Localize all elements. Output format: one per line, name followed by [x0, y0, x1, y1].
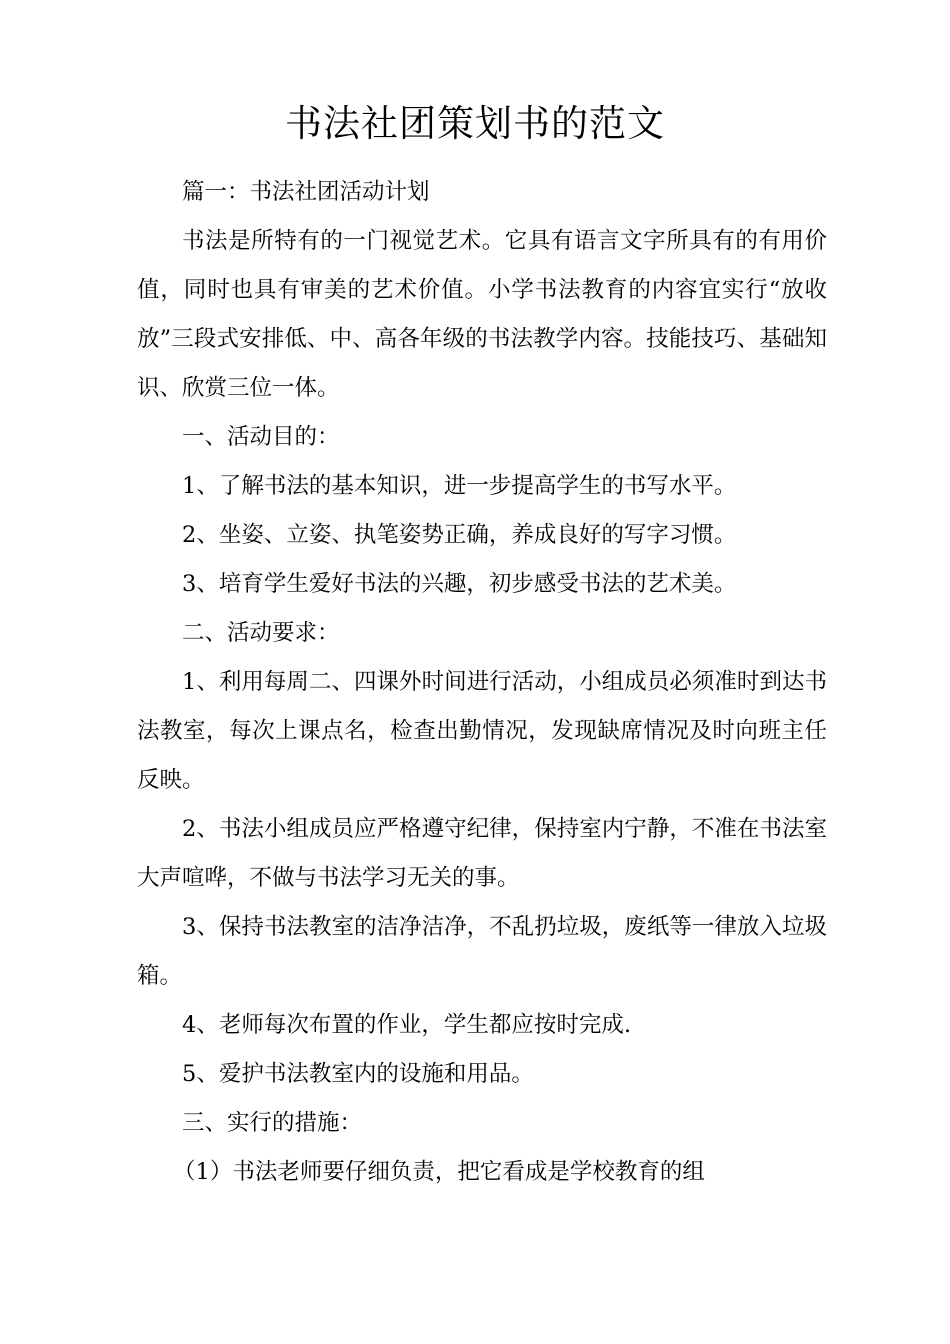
document-title: 书法社团策划书的范文	[285, 102, 665, 145]
list-item: 1、利用每周二、四课外时间进行活动，小组成员必须准时到达书法教室，每次上课点名，检查出勤情况，发现缺席情况及时向班主任反映。	[137, 669, 827, 793]
section-heading: 篇一：书法社团活动计划	[182, 179, 430, 205]
section-heading: 一、活动目的：	[182, 424, 340, 450]
list-item: 2、坐姿、立姿、执笔姿势正确，养成良好的写字习惯。	[182, 522, 737, 548]
list-item: 4、老师每次布置的作业，学生都应按时完成.	[182, 1012, 631, 1038]
document-body	[137, 168, 827, 1197]
list-item: （1）书法老师要仔细负责，把它看成是学校教育的组	[173, 1159, 705, 1185]
list-item: 5、爱护书法教室内的设施和用品。	[182, 1061, 534, 1087]
list-item: 1、了解书法的基本知识，进一步提高学生的书写水平。	[182, 473, 737, 499]
list-item: 3、培育学生爱好书法的兴趣，初步感受书法的艺术美。	[182, 571, 737, 597]
intro-paragraph: 书法是所特有的一门视觉艺术。它具有语言文字所具有的有用价值，同时也具有审美的艺术价值。小学书法教育的内容宜实行“放收放”三段式安排低、中、高各年级的书法教学内容。技能技巧、基础知识、欣赏三位一体。	[137, 228, 827, 401]
list-item: 2、书法小组成员应严格遵守纪律，保持室内宁静，不准在书法室大声喧哗，不做与书法学习无关的事。	[137, 816, 827, 891]
section-heading: 三、实行的措施：	[182, 1110, 363, 1136]
section-heading: 二、活动要求：	[182, 620, 340, 646]
list-item: 3、保持书法教室的洁净洁净，不乱扔垃圾，废纸等一律放入垃圾箱。	[137, 914, 827, 989]
